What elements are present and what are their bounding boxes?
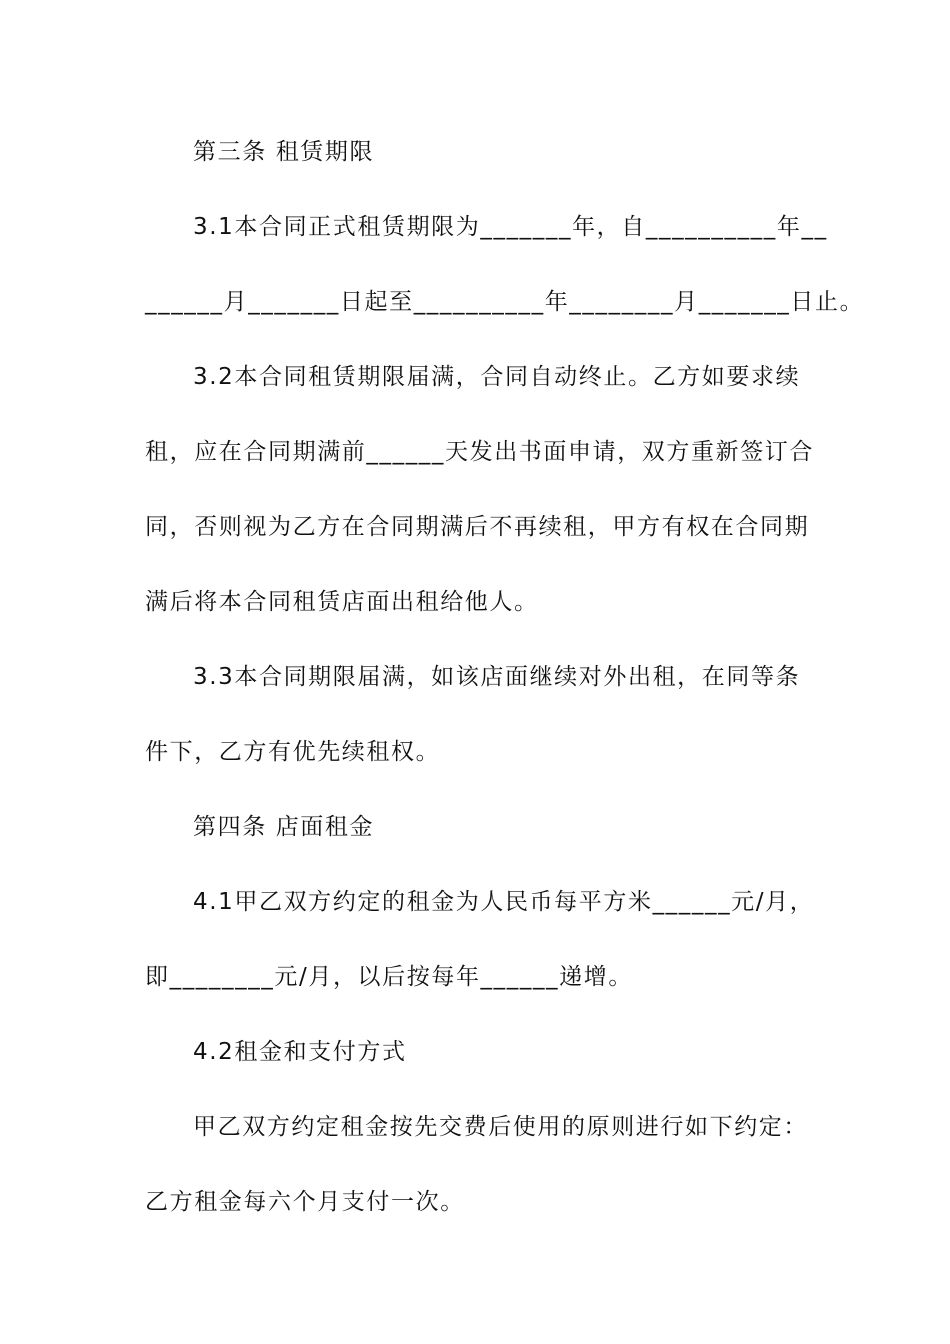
clause-3-2-line-2: 租，应在合同期满前______天发出书面申请，双方重新签订合: [145, 439, 814, 465]
clause-4-2-line-1: 甲乙双方约定租金按先交费后使用的原则进行如下约定：: [193, 1114, 808, 1140]
clause-3-1-line-1: 3.1本合同正式租赁期限为_______年，自__________年__: [193, 214, 828, 240]
clause-3-2-line-1: 3.2本合同租赁期限届满，合同自动终止。乙方如要求续: [193, 364, 801, 390]
clause-3-2-line-4: 满后将本合同租赁店面出租给他人。: [145, 589, 539, 615]
clause-4-2-heading: 4.2租金和支付方式: [193, 1039, 407, 1065]
clause-4-2-line-2: 乙方租金每六个月支付一次。: [145, 1189, 465, 1215]
clause-3-3-line-1: 3.3本合同期限届满，如该店面继续对外出租，在同等条: [193, 664, 801, 690]
section-heading-lease-term: 第三条 租赁期限: [193, 139, 375, 165]
section-heading-rent: 第四条 店面租金: [193, 814, 375, 840]
clause-3-3-line-2: 件下，乙方有优先续租权。: [145, 739, 441, 765]
clause-4-1-line-1: 4.1甲乙双方约定的租金为人民币每平方米______元/月，: [193, 889, 815, 915]
clause-3-2-line-3: 同，否则视为乙方在合同期满后不再续租，甲方有权在合同期: [145, 514, 810, 540]
clause-3-1-line-2: ______月_______日起至__________年________月_______日止。: [145, 289, 865, 315]
clause-4-1-line-2: 即________元/月，以后按每年______递增。: [145, 964, 633, 990]
